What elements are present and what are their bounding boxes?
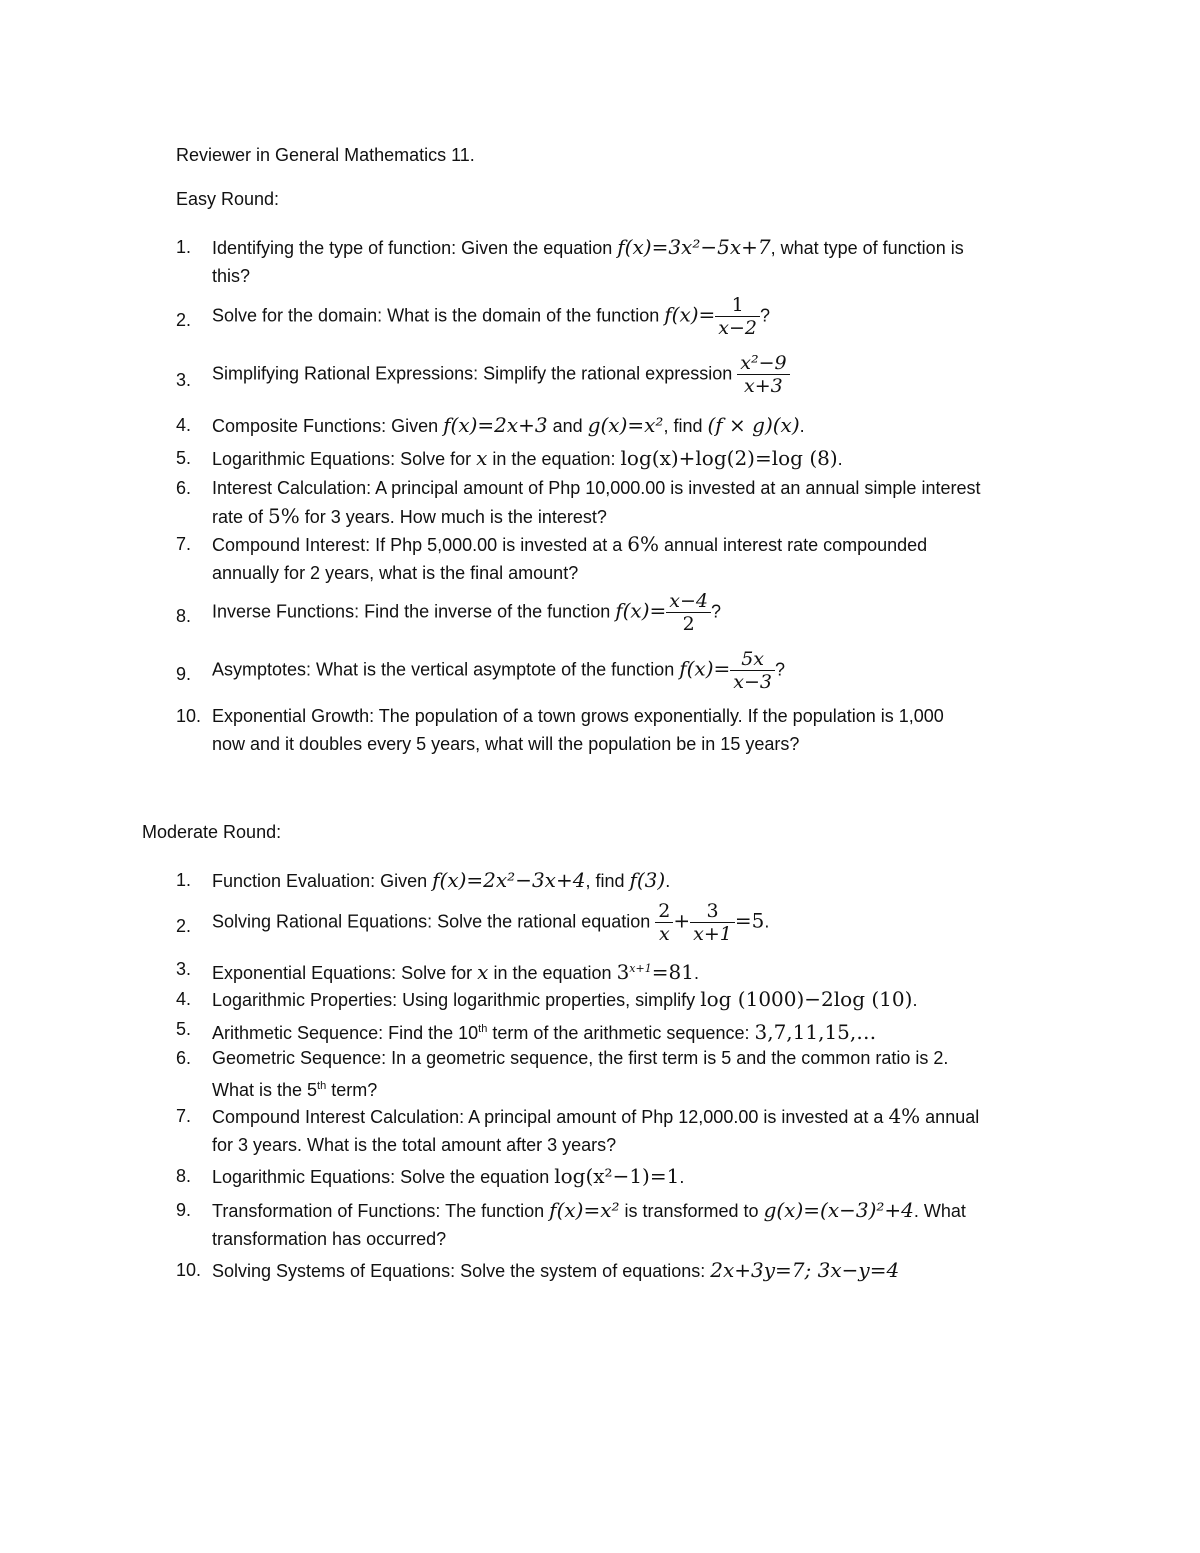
item-text: in the equation — [488, 963, 617, 983]
item-text: Solve for the domain: What is the domain of the function — [212, 305, 665, 326]
item-text: . — [912, 990, 918, 1010]
item-text: Asymptotes: What is the vertical asymptote of the function — [212, 659, 680, 680]
fraction-denominator: x+3 — [744, 375, 783, 397]
superscript: th — [317, 1080, 327, 1092]
fraction-numerator: 2 — [655, 900, 673, 923]
item-text: Logarithmic Equations: Solve for — [212, 449, 477, 469]
item-text: this? — [212, 266, 251, 286]
math-expression: log (1000)−2log (10) — [700, 987, 913, 1011]
item-text: Function Evaluation: Given — [212, 871, 433, 891]
item-text: transformation has occurred? — [212, 1229, 447, 1249]
item-number: 1. — [176, 870, 192, 890]
math-expression: f(x)= — [679, 656, 731, 681]
fraction-denominator: x−2 — [718, 317, 758, 339]
fraction — [715, 294, 760, 339]
item-number: 8. — [176, 1166, 192, 1186]
item-number: 10. — [176, 706, 202, 726]
fraction-numerator: 1 — [715, 294, 760, 317]
item-text: Transformation of Functions: The function — [212, 1201, 550, 1221]
item-number: 9. — [176, 664, 192, 684]
math-expression: =81 — [651, 960, 694, 984]
item-text: Geometric Sequence: In a geometric sequence, the first term is 5 and the common ratio is 2. — [212, 1048, 949, 1068]
math-expression: (f × g)(x) — [707, 413, 800, 437]
item-text: annually for 2 years, what is the final amount? — [212, 563, 579, 583]
item-number: 10. — [176, 1260, 202, 1280]
item-text: , what type of function is — [770, 238, 964, 258]
item-number: 7. — [176, 1106, 192, 1126]
item-text: Logarithmic Equations: Solve the equation — [212, 1167, 555, 1187]
item-number: 2. — [176, 916, 192, 936]
math-expression: 4% — [888, 1104, 921, 1128]
math-expression: 3 — [616, 960, 630, 984]
item-text: ? — [775, 659, 786, 680]
fraction-denominator: x+1 — [693, 923, 732, 945]
fraction — [730, 648, 775, 693]
item-text: Arithmetic Sequence: Find the 10 — [212, 1023, 479, 1043]
item-text: . — [693, 963, 699, 983]
item-text: Compound Interest Calculation: A principal amount of Php 12,000.00 is invested at a — [212, 1107, 889, 1127]
item-number: 4. — [176, 989, 192, 1009]
math-expression: f(3) — [629, 868, 666, 892]
math-exponent: x+1 — [629, 962, 652, 975]
item-text: Exponential Growth: The population of a town grows exponentially. If the population is 1,000 — [212, 706, 944, 726]
item-text: Exponential Equations: Solve for — [212, 963, 478, 983]
item-text: rate of — [212, 507, 269, 527]
item-text: Solving Rational Equations: Solve the rational equation — [212, 911, 656, 932]
item-text: Solving Systems of Equations: Solve the system of equations: — [212, 1261, 711, 1281]
item-text: term of the arithmetic sequence: — [487, 1023, 755, 1043]
math-expression: f(x)= — [615, 598, 667, 623]
item-text: for 3 years. What is the total amount after 3 years? — [212, 1135, 617, 1155]
math-expression: log(x)+log(2)=log (8) — [620, 446, 838, 470]
item-text: . — [799, 416, 805, 436]
item-text: . — [764, 911, 770, 932]
document-title: Reviewer in General Mathematics 11. — [176, 145, 475, 165]
item-text: for 3 years. How much is the interest? — [299, 507, 607, 527]
item-text: , find — [585, 871, 630, 891]
math-expression: =5 — [734, 908, 765, 933]
math-expression: 6% — [627, 532, 659, 556]
math-expression: f(x)= — [664, 302, 716, 327]
item-text: is transformed to — [619, 1201, 764, 1221]
math-expression: g(x)=x² — [587, 413, 664, 437]
fraction-numerator: 5x — [730, 648, 775, 671]
item-text: Identifying the type of function: Given the equation — [212, 238, 618, 258]
math-expression: g(x)=(x−3)²+4 — [763, 1198, 914, 1222]
math-expression: f(x)=x² — [549, 1198, 620, 1222]
item-number: 3. — [176, 959, 192, 979]
item-number: 4. — [176, 415, 192, 435]
math-expression: 5% — [268, 504, 300, 528]
item-number: 6. — [176, 1048, 192, 1068]
item-text: . What — [913, 1201, 966, 1221]
item-number: 5. — [176, 448, 192, 468]
superscript: th — [478, 1023, 488, 1035]
moderate-round-heading: Moderate Round: — [142, 822, 282, 842]
math-expression: 2x+3y=7; 3x−y=4 — [710, 1258, 900, 1282]
math-expression: 3,7,11,15,… — [754, 1020, 877, 1044]
fraction — [690, 900, 735, 945]
item-number: 7. — [176, 534, 192, 554]
math-expression: x — [476, 446, 488, 470]
item-text: ? — [711, 601, 722, 622]
fraction-denominator: x−3 — [733, 671, 772, 693]
fraction-numerator: x²−9 — [737, 352, 789, 375]
item-text: Simplifying Rational Expressions: Simplify the rational expression — [212, 363, 738, 384]
item-text: , find — [663, 416, 708, 436]
item-text: now and it doubles every 5 years, what will the population be in 15 years? — [212, 734, 800, 754]
item-text: term? — [326, 1080, 378, 1100]
item-text: What is the 5 — [212, 1080, 318, 1100]
math-expression: f(x)=2x²−3x+4 — [432, 868, 586, 892]
item-number: 3. — [176, 370, 192, 390]
item-text: Inverse Functions: Find the inverse of the function — [212, 601, 616, 622]
fraction — [737, 352, 789, 397]
item-text: Compound Interest: If Php 5,000.00 is invested at a — [212, 535, 628, 555]
item-number: 1. — [176, 237, 192, 257]
item-text: . — [679, 1167, 685, 1187]
item-text: and — [547, 416, 588, 436]
math-expression: log(x²−1)=1 — [554, 1164, 680, 1188]
item-text: Logarithmic Properties: Using logarithmic properties, simplify — [212, 990, 701, 1010]
item-text: . — [665, 871, 671, 891]
math-expression: f(x)=2x+3 — [443, 413, 548, 437]
fraction-denominator: 2 — [682, 613, 695, 635]
item-number: 9. — [176, 1200, 192, 1220]
item-text: Composite Functions: Given — [212, 416, 444, 436]
item-number: 6. — [176, 478, 192, 498]
item-number: 2. — [176, 310, 192, 330]
item-text: ? — [760, 305, 771, 326]
item-text: in the equation: — [487, 449, 621, 469]
math-expression: x — [477, 960, 489, 984]
item-number: 5. — [176, 1019, 192, 1039]
easy-round-heading: Easy Round: — [176, 189, 280, 209]
item-number: 8. — [176, 606, 192, 626]
fraction-denominator: x — [658, 923, 670, 945]
math-operator: + — [673, 908, 691, 933]
item-text: Interest Calculation: A principal amount of Php 10,000.00 is invested at an annual simple interest — [212, 478, 981, 498]
fraction-numerator: 3 — [690, 900, 735, 923]
fraction-numerator: x−4 — [666, 590, 711, 613]
math-expression: f(x)=3x²−5x+7 — [617, 235, 771, 259]
fraction — [666, 590, 711, 635]
item-text: annual — [920, 1107, 980, 1127]
fraction — [655, 900, 673, 945]
item-text: . — [837, 449, 843, 469]
item-text: annual interest rate compounded — [659, 535, 928, 555]
